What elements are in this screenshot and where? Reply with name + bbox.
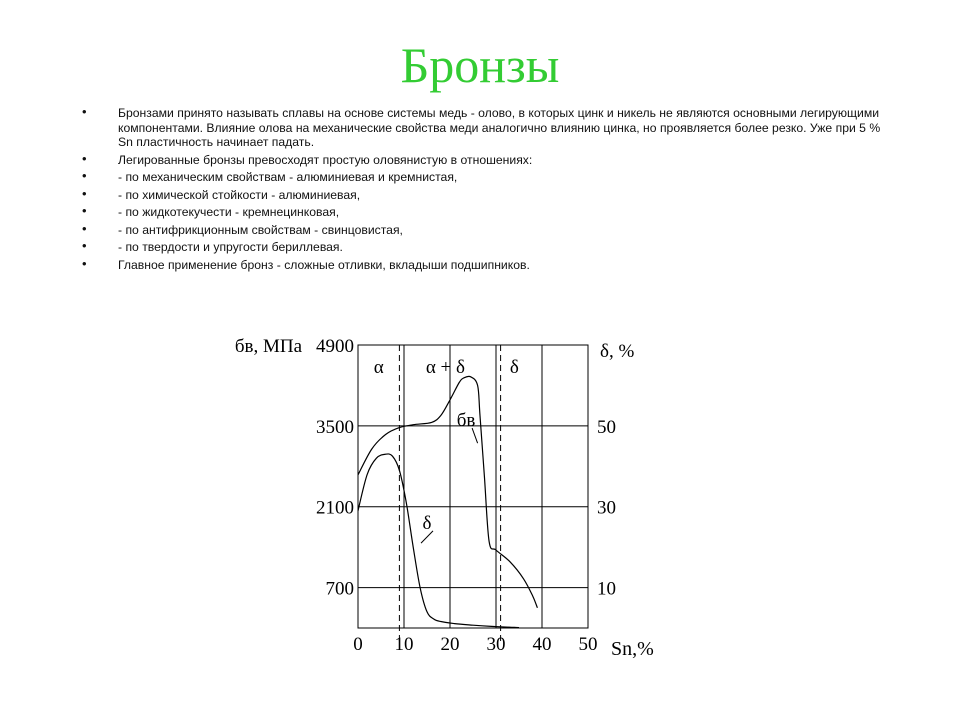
bullet-item: • - по механическим свойствам - алюминиевая и кремнистая, bbox=[82, 170, 882, 185]
x-tick-label: 40 bbox=[532, 634, 552, 655]
x-axis-label: Sn,% bbox=[611, 638, 654, 660]
x-tick-label: 10 bbox=[394, 634, 414, 655]
series-line-strength bbox=[358, 376, 537, 608]
region-label: α + δ bbox=[425, 357, 465, 378]
y-left-axis-label: бв, МПа bbox=[234, 336, 302, 357]
curve-label: бв bbox=[456, 410, 476, 432]
bullet-item: • Бронзами принято называть сплавы на основе системы медь - олово, в которых цинк и никель не являются основными легирующими компонентами. Влияние олова на механические свойства меди аналогично влиянию цинка, но проявляется более резко. Уже при 5 % Sn пластичность начинает падать. bbox=[82, 106, 882, 150]
y-left-tick-label: 700 bbox=[325, 578, 354, 600]
y-left-tick-label: 4900 bbox=[316, 336, 354, 357]
plot-frame bbox=[358, 345, 588, 628]
x-tick-label: 50 bbox=[578, 634, 598, 655]
series-line-delta bbox=[358, 454, 519, 628]
bullet-item: • Главное применение бронз - сложные отливки, вкладыши подшипников. bbox=[82, 258, 882, 273]
chart-series bbox=[358, 376, 537, 627]
x-tick-label: 20 bbox=[440, 634, 460, 655]
y-left-tick-label: 2100 bbox=[316, 497, 354, 519]
curve-label: δ bbox=[422, 512, 432, 534]
y-right-tick-label: 10 bbox=[597, 578, 616, 600]
y-right-axis-label: δ, % bbox=[600, 341, 635, 362]
y-right-tick-label: 50 bbox=[597, 416, 616, 438]
bullet-item: • - по антифрикционным свойствам - свинцовистая, bbox=[82, 223, 882, 238]
slide-title: Бронзы bbox=[400, 37, 560, 93]
bullet-item: • - по твердости и упругости бериллевая. bbox=[82, 240, 882, 255]
x-tick-label: 30 bbox=[486, 634, 506, 655]
bullet-item: • Легированные бронзы превосходят простую оловянистую в отношениях: bbox=[82, 153, 882, 168]
x-tick-label: 0 bbox=[353, 634, 363, 655]
region-label: δ bbox=[509, 357, 519, 378]
bullet-item: • - по жидкотекучести - кремнецинковая, bbox=[82, 205, 882, 220]
region-label: α bbox=[373, 357, 384, 378]
y-left-tick-label: 3500 bbox=[316, 416, 354, 438]
bullet-item: • - по химической стойкости - алюминиевая, bbox=[82, 188, 882, 203]
chart-grid bbox=[358, 345, 588, 628]
y-right-tick-label: 30 bbox=[597, 497, 616, 519]
chart-labels bbox=[235, 336, 654, 660]
